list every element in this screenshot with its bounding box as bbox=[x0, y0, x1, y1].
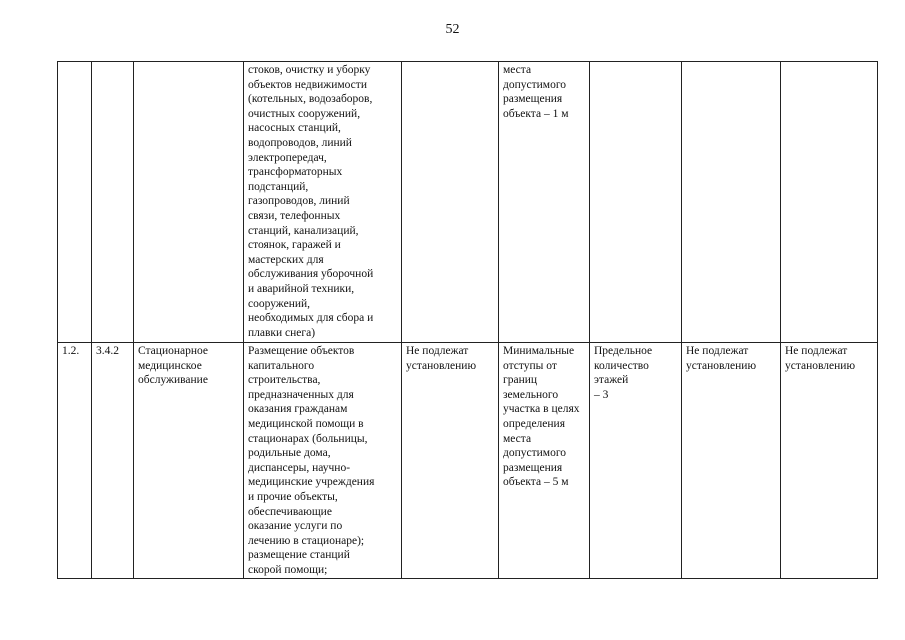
table-row bbox=[58, 62, 878, 343]
setback-cell: места допустимого размещения объекта – 1 м bbox=[499, 62, 590, 343]
use-description-cell: стоков, очистку и уборку объектов недвижимости (котельных, водозаборов, очистных сооружений, насосных станций, водопроводов, линий электропередач, трансформаторных подстанций, газопроводов, линий связи, телефонных станций, канализаций, стоянок, гаражей и мастерских для обслуживания уборочной и аварийной техники, сооружений, необходимых для сбора и плавки снега) bbox=[244, 62, 402, 343]
row-number-cell bbox=[58, 62, 92, 343]
coverage-cell: Не подлежат установлению bbox=[682, 343, 781, 579]
use-description-cell: Размещение объектов капитального строительства, предназначенных для оказания гражданам медицинской помощи в стационарах (больницы, родильные дома, диспансеры, научно- медицинские учреждения и прочие объекты, обеспечивающие оказание услуги по лечению в стационаре); размещение станций скорой помощи; bbox=[244, 343, 402, 579]
row-number-cell: 1.2. bbox=[58, 343, 92, 579]
other-params-cell: Не подлежат установлению bbox=[781, 343, 878, 579]
use-name-cell bbox=[134, 62, 244, 343]
table-row bbox=[58, 343, 878, 579]
use-name-cell: Стационарное медицинское обслуживание bbox=[134, 343, 244, 579]
other-params-cell bbox=[781, 62, 878, 343]
code-cell: 3.4.2 bbox=[92, 343, 134, 579]
coverage-cell bbox=[682, 62, 781, 343]
plot-size-cell: Не подлежат установлению bbox=[402, 343, 499, 579]
page-number: 52 bbox=[445, 22, 460, 37]
floors-cell: Предельное количество этажей – 3 bbox=[590, 343, 682, 579]
floors-cell bbox=[590, 62, 682, 343]
code-cell bbox=[92, 62, 134, 343]
plot-size-cell bbox=[402, 62, 499, 343]
setback-cell: Минимальные отступы от границ земельного участка в целях определения места допустимого размещения объекта – 5 м bbox=[499, 343, 590, 579]
zoning-regulations-table bbox=[57, 61, 878, 579]
